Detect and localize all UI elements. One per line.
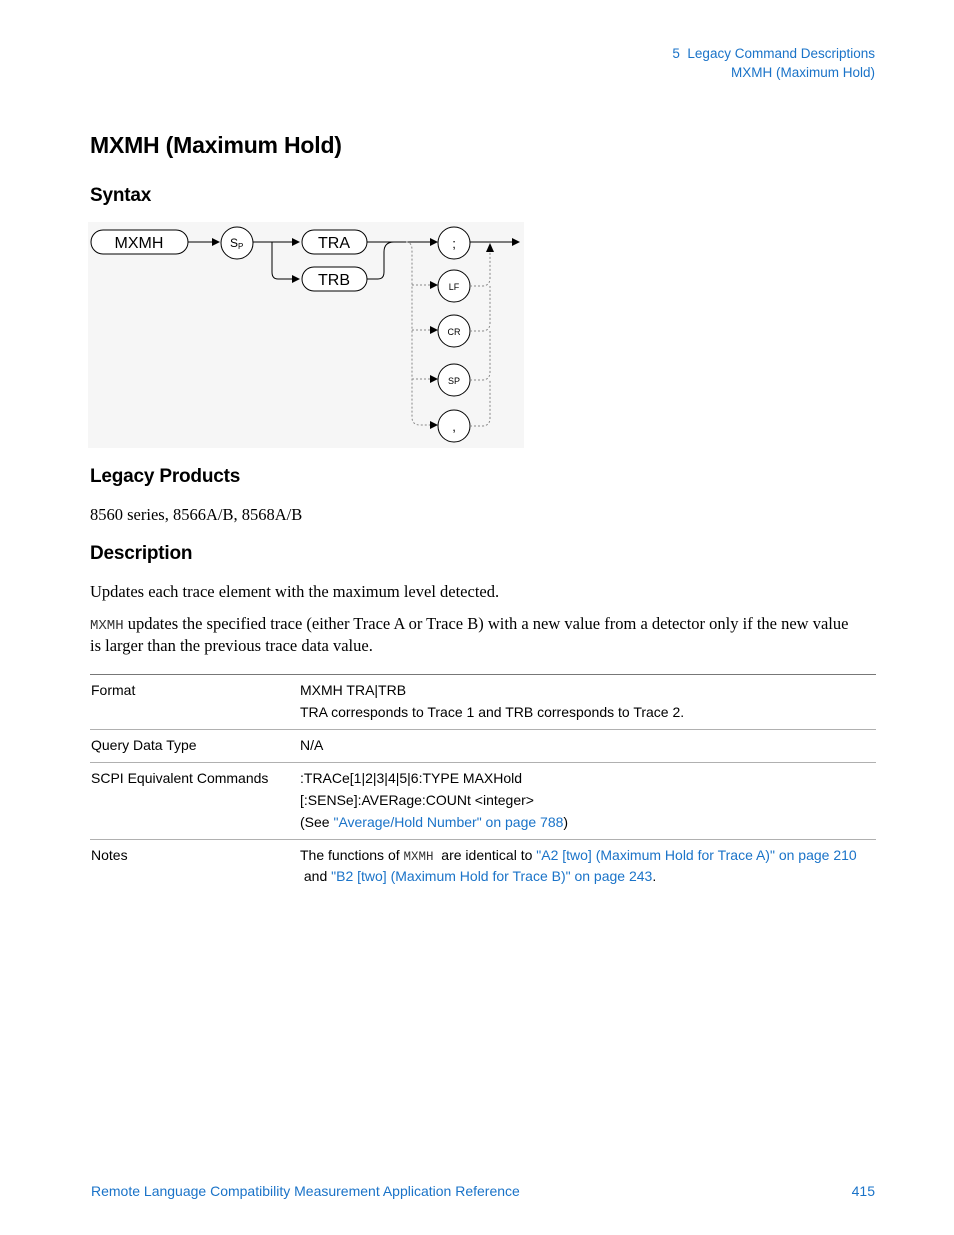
table-row (90, 730, 876, 763)
footer-page-number: 415 (851, 1183, 875, 1199)
format-value (300, 675, 876, 730)
table-row (90, 675, 876, 730)
description-heading: Description (90, 543, 193, 564)
notes-link-b2[interactable]: "B2 [two] (Maximum Hold for Trace B)" on page 243 (331, 868, 653, 884)
format-key: Format (91, 682, 136, 698)
query-value: N/A (300, 737, 324, 753)
scpi-line-3 (300, 811, 876, 833)
notes-pre: The functions of (300, 847, 404, 863)
description-para-2-text: updates the specified trace (either Trace A or Trace B) with a new value from a detector only if the new value is larger than the previous trace data value. (90, 614, 849, 655)
footer-title: Remote Language Compatibility Measurement Application Reference (91, 1183, 520, 1199)
diagram-opt-b: TRB (318, 272, 350, 289)
description-para-1: Updates each trace element with the maximum level detected. (90, 582, 500, 601)
query-key: Query Data Type (91, 737, 197, 753)
scpi-line-1: :TRACe[1|2|3|4|5|6:TYPE MAXHold (300, 770, 523, 786)
diagram-command: MXMH (114, 235, 164, 252)
diagram-term-4: SP (447, 376, 461, 386)
notes-post: . (652, 868, 657, 884)
diagram-opt-a: TRA (318, 235, 350, 252)
description-code: MXMH (90, 618, 124, 634)
header-section: MXMH (Maximum Hold) (730, 65, 875, 80)
notes-mid-1: are identical to (433, 847, 537, 863)
legacy-heading: Legacy Products (90, 466, 241, 487)
diagram-sp-sub: P (238, 242, 244, 251)
format-line-1: MXMH TRA|TRB (300, 682, 407, 698)
scpi-see-post: ) (563, 814, 569, 830)
table-row (90, 840, 876, 893)
diagram-term-2: LF (448, 282, 460, 292)
notes-mid-2: and (300, 868, 332, 884)
notes-code: MXMH (403, 850, 434, 864)
diagram-term-5: , (452, 419, 456, 434)
diagram-sp: S (230, 236, 239, 250)
notes-value (300, 840, 876, 893)
diagram-term-1: ; (452, 236, 456, 251)
running-header (672, 44, 875, 82)
table-row (90, 763, 876, 840)
scpi-see-link[interactable]: "Average/Hold Number" on page 788 (333, 814, 564, 830)
scpi-see-pre: (See (300, 814, 334, 830)
syntax-heading: Syntax (90, 185, 152, 206)
description-para-2 (90, 614, 860, 656)
page-title: MXMH (Maximum Hold) (90, 132, 342, 158)
notes-link-a2[interactable]: "A2 [two] (Maximum Hold for Trace A)" on page 210 (536, 847, 857, 863)
properties-table (90, 674, 876, 892)
scpi-value (300, 763, 876, 840)
header-chapter: 5 Legacy Command Descriptions (672, 46, 875, 61)
diagram-term-3: CR (447, 327, 461, 337)
scpi-key: SCPI Equivalent Commands (91, 770, 269, 786)
notes-key: Notes (91, 847, 128, 863)
syntax-diagram (88, 222, 524, 448)
properties-table-wrap (90, 674, 876, 892)
legacy-text: 8560 series, 8566A/B, 8568A/B (90, 505, 303, 524)
scpi-line-2: [:SENSe]:AVERage:COUNt <integer> (300, 792, 534, 808)
format-line-2: TRA corresponds to Trace 1 and TRB corresponds to Trace 2. (300, 704, 685, 720)
